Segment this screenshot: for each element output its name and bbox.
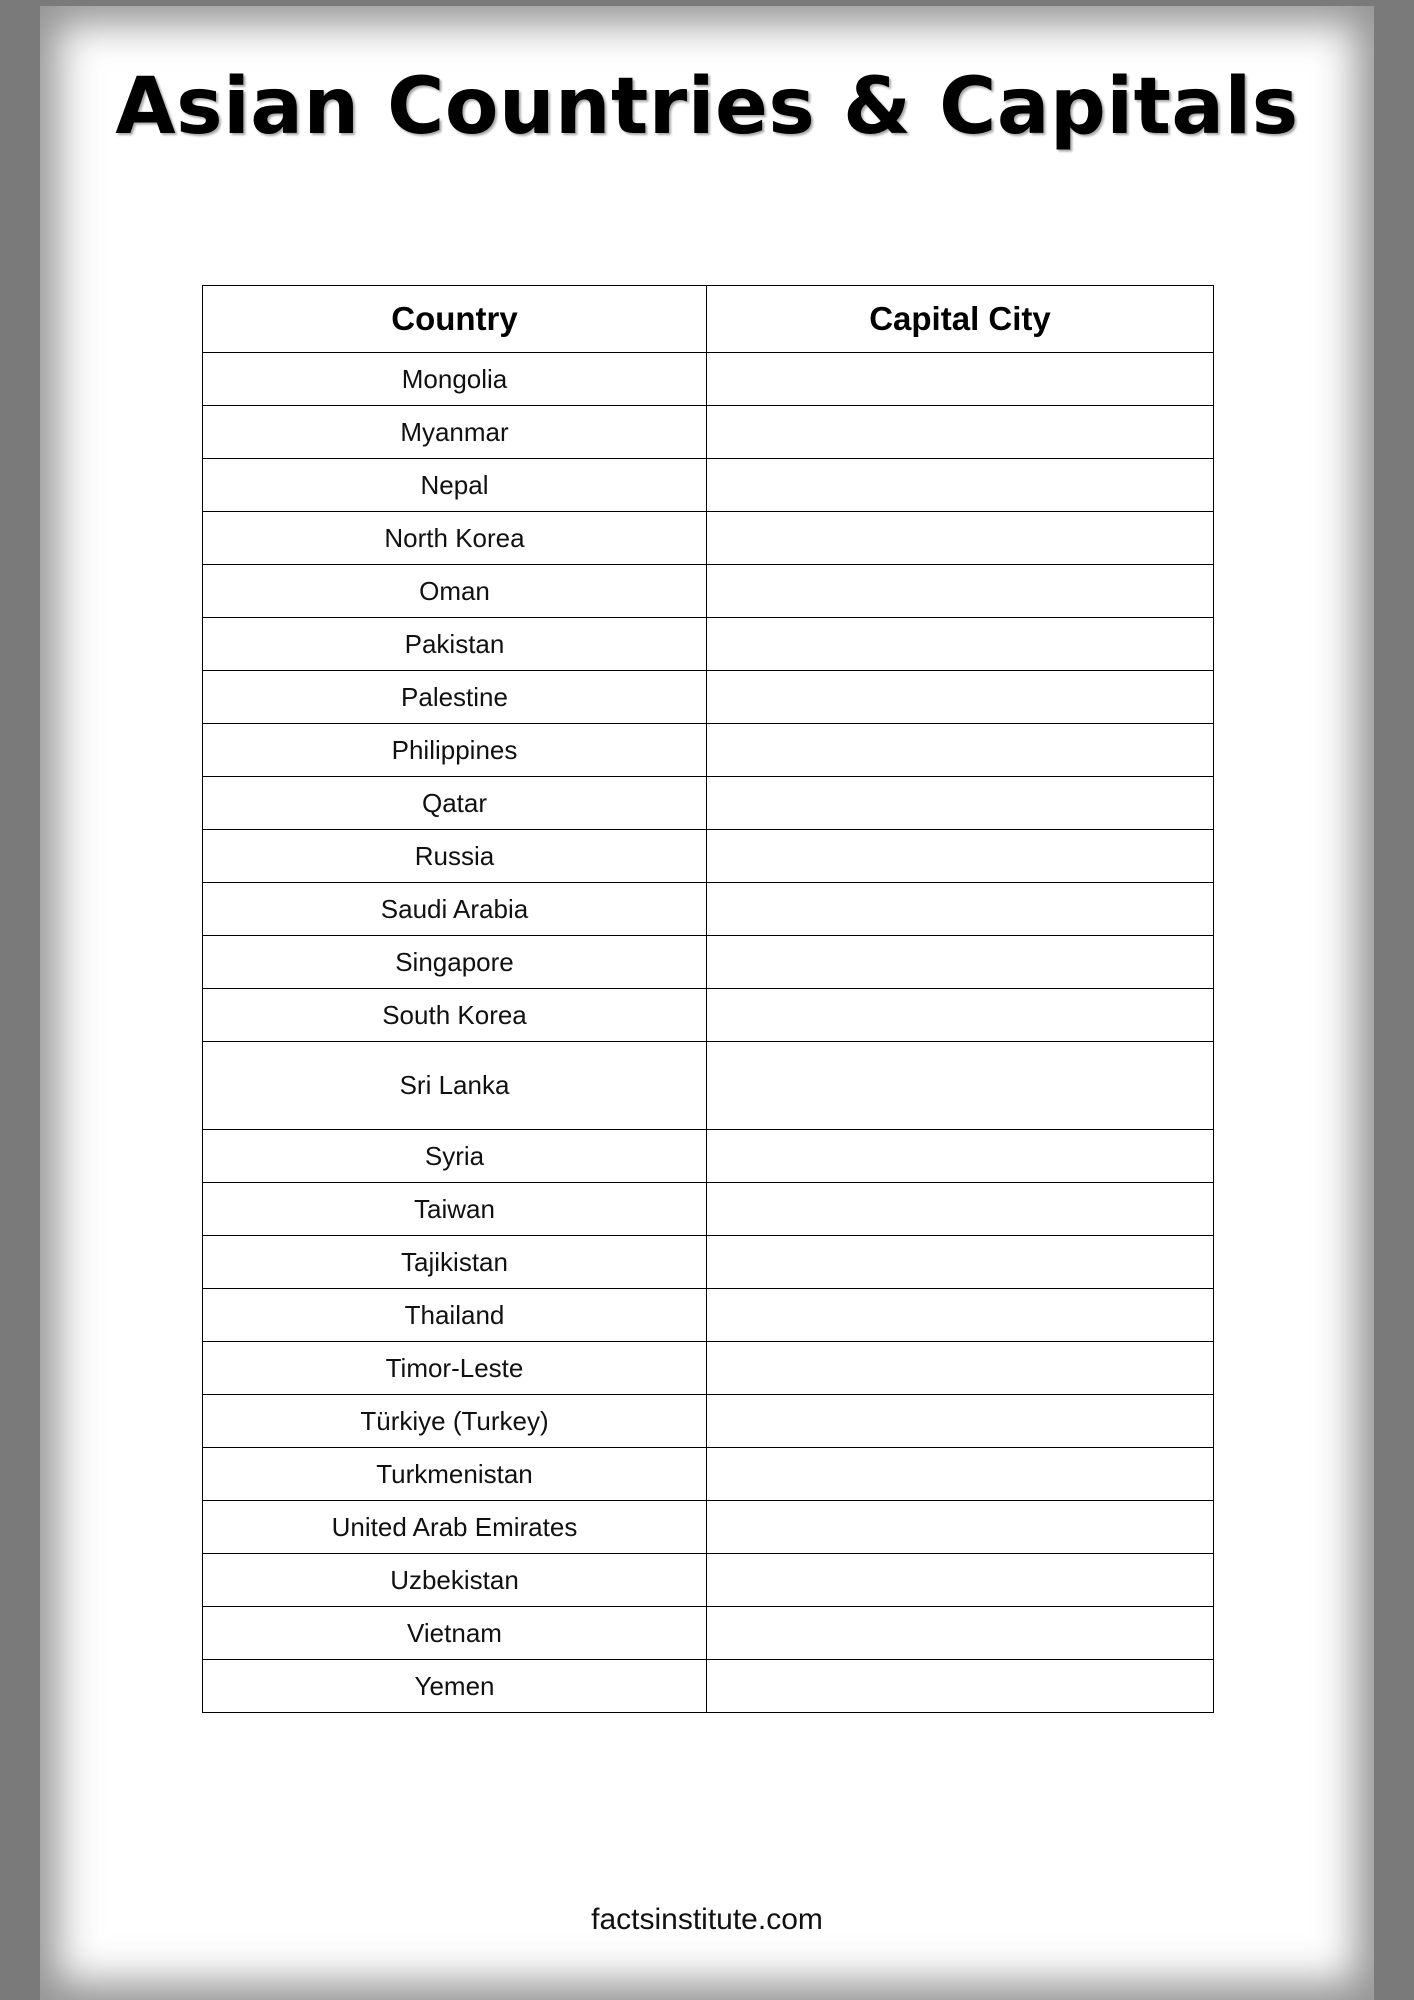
country-cell: Yemen bbox=[203, 1660, 707, 1713]
table-row bbox=[203, 1289, 1214, 1342]
capital-blank-cell[interactable] bbox=[707, 883, 1214, 936]
capital-blank-cell[interactable] bbox=[707, 1042, 1214, 1130]
country-cell: Palestine bbox=[203, 671, 707, 724]
capital-blank-cell[interactable] bbox=[707, 1501, 1214, 1554]
country-cell: Vietnam bbox=[203, 1607, 707, 1660]
capital-blank-cell[interactable] bbox=[707, 565, 1214, 618]
table-row bbox=[203, 724, 1214, 777]
table-row bbox=[203, 1395, 1214, 1448]
table-row bbox=[203, 671, 1214, 724]
capital-blank-cell[interactable] bbox=[707, 1660, 1214, 1713]
country-cell: Russia bbox=[203, 830, 707, 883]
capital-blank-cell[interactable] bbox=[707, 406, 1214, 459]
country-cell: Pakistan bbox=[203, 618, 707, 671]
capital-blank-cell[interactable] bbox=[707, 777, 1214, 830]
table-row bbox=[203, 1042, 1214, 1130]
country-cell: Singapore bbox=[203, 936, 707, 989]
table-row bbox=[203, 1554, 1214, 1607]
capital-blank-cell[interactable] bbox=[707, 1554, 1214, 1607]
country-cell: Qatar bbox=[203, 777, 707, 830]
country-cell: Mongolia bbox=[203, 353, 707, 406]
table-row bbox=[203, 1183, 1214, 1236]
capital-blank-cell[interactable] bbox=[707, 1236, 1214, 1289]
table-row bbox=[203, 406, 1214, 459]
country-cell: United Arab Emirates bbox=[203, 1501, 707, 1554]
capital-blank-cell[interactable] bbox=[707, 1130, 1214, 1183]
capital-blank-cell[interactable] bbox=[707, 1607, 1214, 1660]
table-row bbox=[203, 1130, 1214, 1183]
country-cell: Myanmar bbox=[203, 406, 707, 459]
table-row bbox=[203, 618, 1214, 671]
capital-blank-cell[interactable] bbox=[707, 512, 1214, 565]
country-cell: Nepal bbox=[203, 459, 707, 512]
capital-blank-cell[interactable] bbox=[707, 989, 1214, 1042]
country-cell: Syria bbox=[203, 1130, 707, 1183]
country-cell: North Korea bbox=[203, 512, 707, 565]
capital-blank-cell[interactable] bbox=[707, 1183, 1214, 1236]
country-cell: Taiwan bbox=[203, 1183, 707, 1236]
country-column-header: Country bbox=[203, 286, 707, 353]
capital-blank-cell[interactable] bbox=[707, 459, 1214, 512]
table-row bbox=[203, 353, 1214, 406]
capital-blank-cell[interactable] bbox=[707, 1448, 1214, 1501]
country-cell: Thailand bbox=[203, 1289, 707, 1342]
footer-website: factsinstitute.com bbox=[591, 1903, 823, 1936]
header-row bbox=[203, 286, 1214, 353]
table-row bbox=[203, 565, 1214, 618]
table-row bbox=[203, 1501, 1214, 1554]
table-row bbox=[203, 1660, 1214, 1713]
capital-blank-cell[interactable] bbox=[707, 618, 1214, 671]
country-cell: Oman bbox=[203, 565, 707, 618]
country-cell: Timor-Leste bbox=[203, 1342, 707, 1395]
table-row bbox=[203, 830, 1214, 883]
country-cell: Turkmenistan bbox=[203, 1448, 707, 1501]
table-row bbox=[203, 936, 1214, 989]
capital-blank-cell[interactable] bbox=[707, 353, 1214, 406]
country-cell: South Korea bbox=[203, 989, 707, 1042]
table-row bbox=[203, 459, 1214, 512]
capital-blank-cell[interactable] bbox=[707, 671, 1214, 724]
capital-blank-cell[interactable] bbox=[707, 936, 1214, 989]
countries-table bbox=[202, 285, 1214, 1713]
table-row bbox=[203, 512, 1214, 565]
table-row bbox=[203, 1342, 1214, 1395]
table-row bbox=[203, 777, 1214, 830]
country-cell: Türkiye (Turkey) bbox=[203, 1395, 707, 1448]
table-row bbox=[203, 883, 1214, 936]
country-cell: Saudi Arabia bbox=[203, 883, 707, 936]
country-cell: Philippines bbox=[203, 724, 707, 777]
country-cell: Tajikistan bbox=[203, 1236, 707, 1289]
capital-blank-cell[interactable] bbox=[707, 1395, 1214, 1448]
capital-column-header: Capital City bbox=[707, 286, 1214, 353]
page-title: Asian Countries & Capitals bbox=[115, 62, 1299, 152]
country-cell: Uzbekistan bbox=[203, 1554, 707, 1607]
table-row bbox=[203, 1236, 1214, 1289]
country-cell: Sri Lanka bbox=[203, 1042, 707, 1130]
capital-blank-cell[interactable] bbox=[707, 724, 1214, 777]
table-row bbox=[203, 1607, 1214, 1660]
table-row bbox=[203, 1448, 1214, 1501]
capital-blank-cell[interactable] bbox=[707, 1289, 1214, 1342]
capital-blank-cell[interactable] bbox=[707, 830, 1214, 883]
table-row bbox=[203, 989, 1214, 1042]
capital-blank-cell[interactable] bbox=[707, 1342, 1214, 1395]
